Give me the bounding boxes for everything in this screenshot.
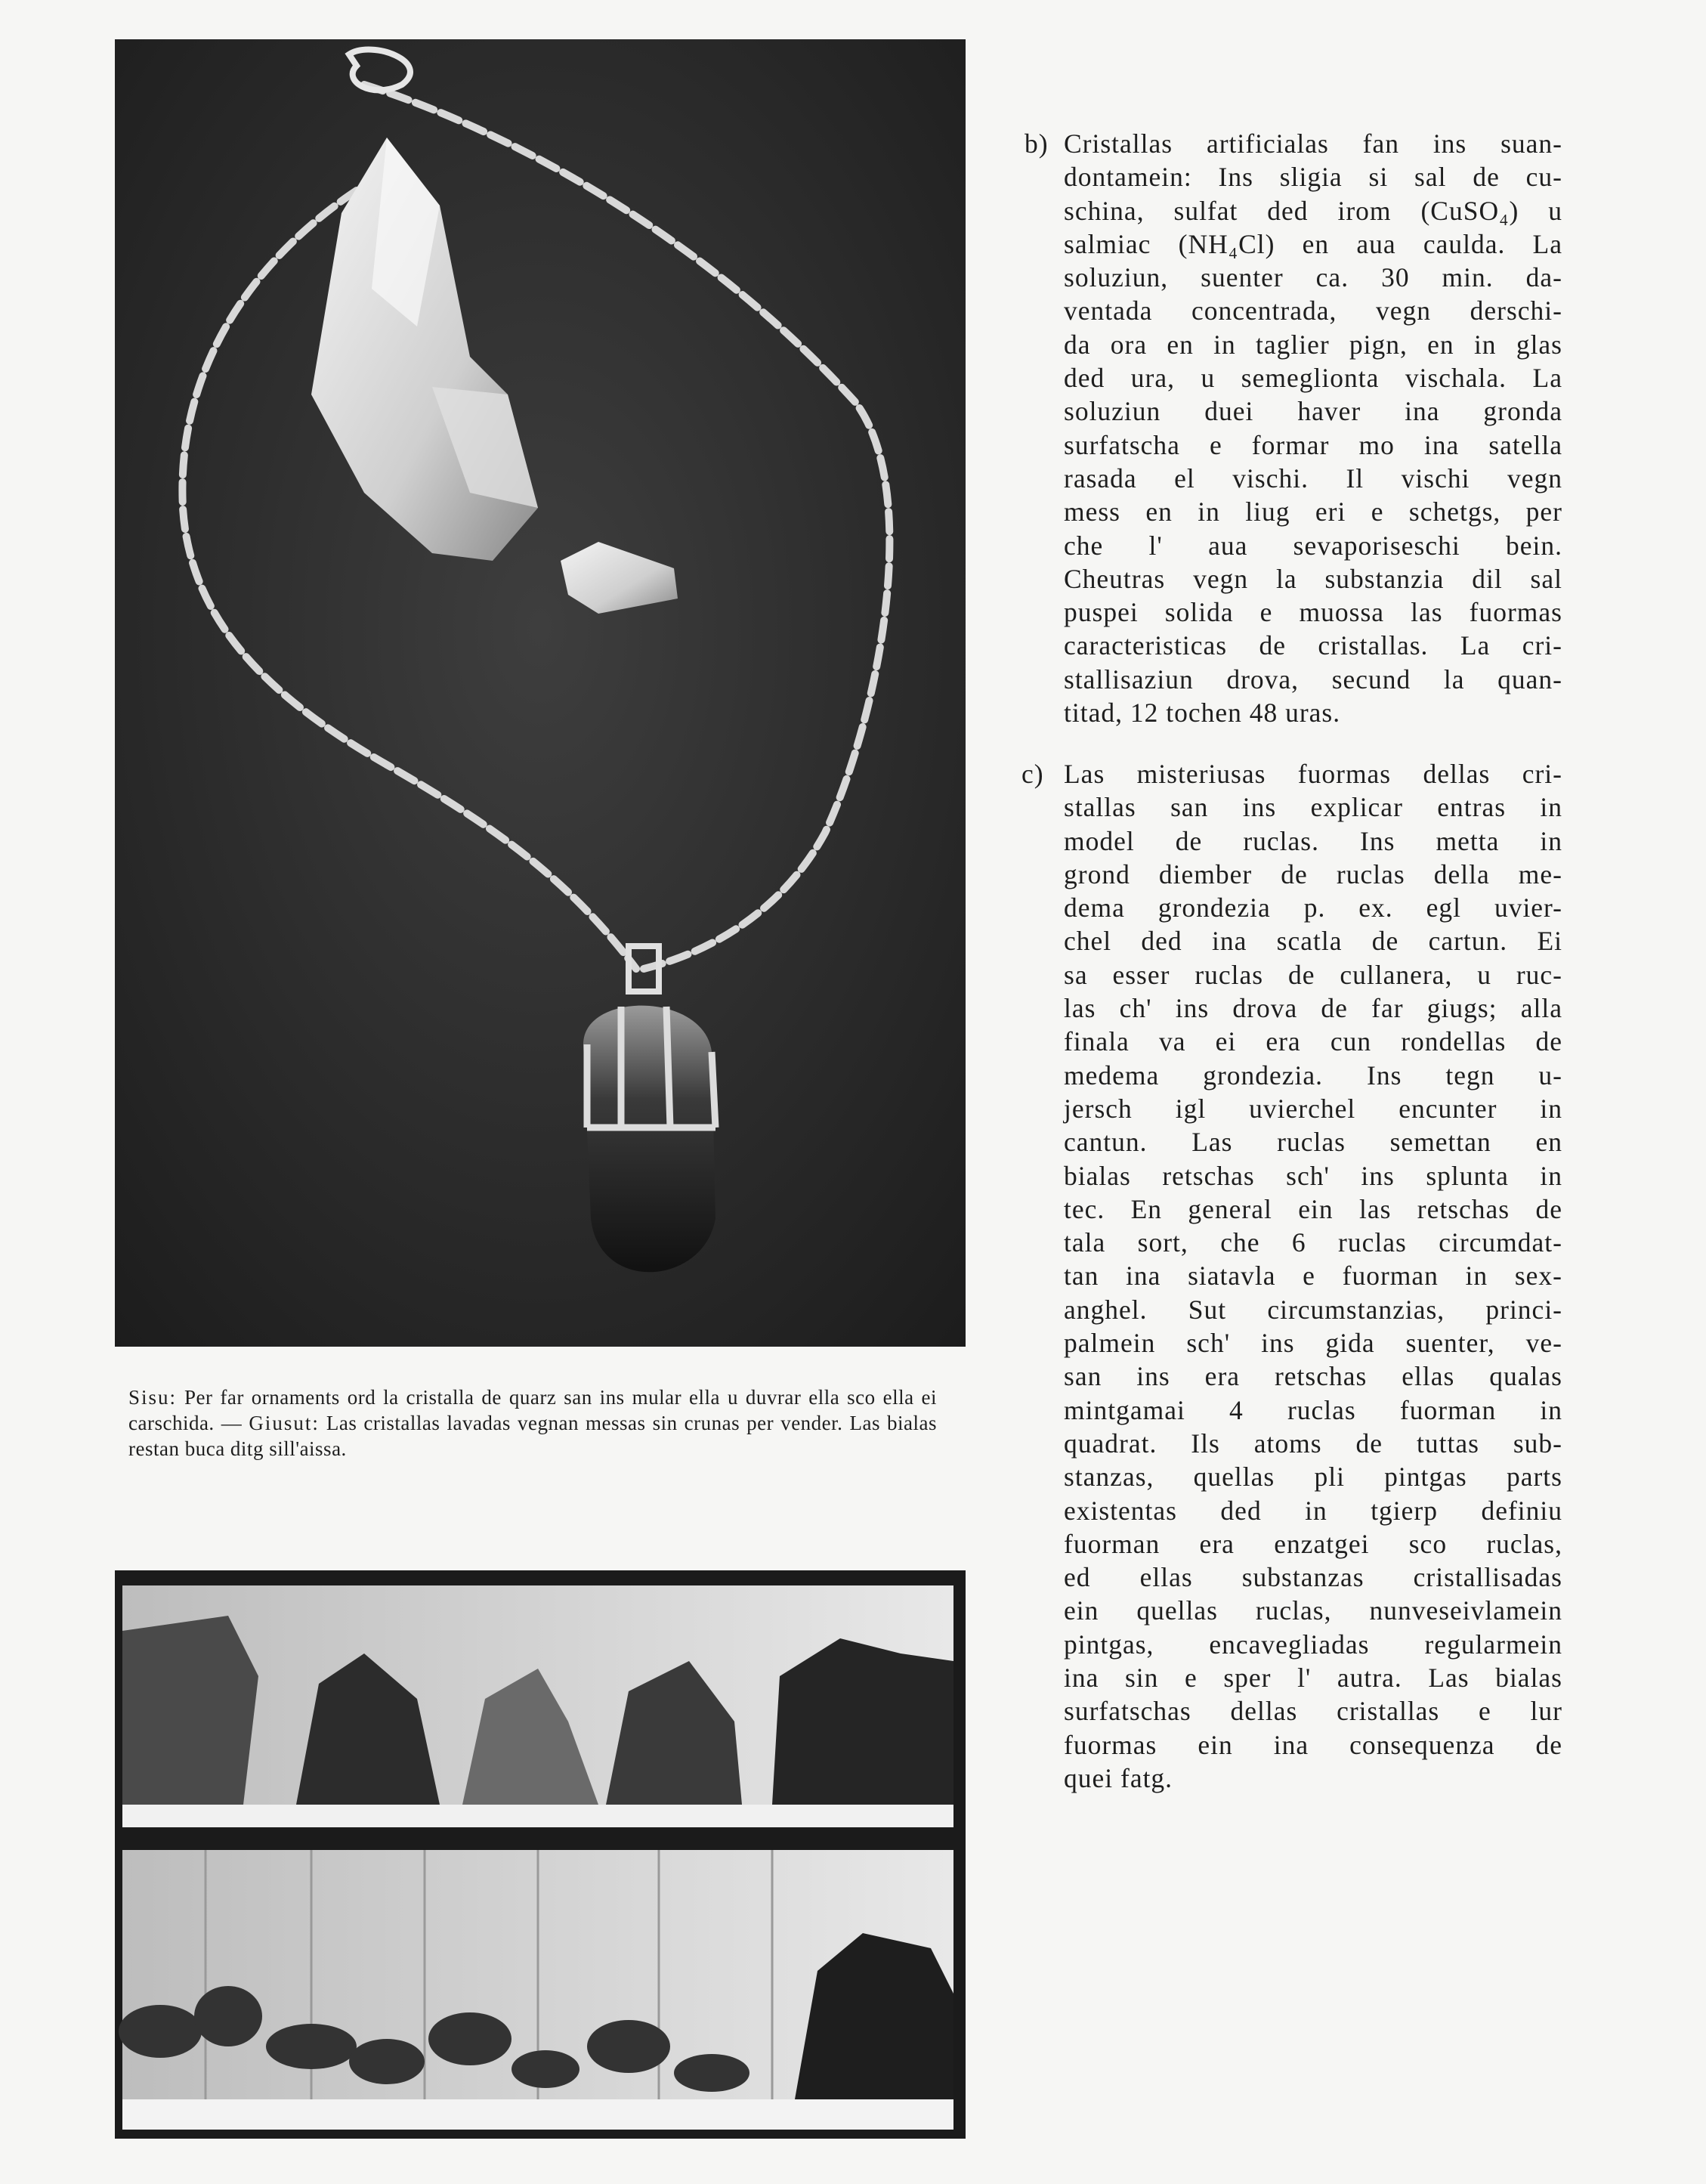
paragraph-c-line: stallas san ins explicar entras in (1064, 792, 1562, 823)
crystal-necklace-illustration (115, 39, 966, 1347)
crystal-necklace-photo (115, 39, 966, 1347)
paragraph-b-line: stallisaziun drova, secund la quan- (1064, 664, 1562, 694)
paragraph-c-line: tec. En general ein las retschas de (1064, 1193, 1562, 1224)
paragraph-b-line: da ora en in taglier pign, en in glas (1064, 329, 1562, 360)
crystal-shelves-illustration (115, 1570, 966, 2139)
paragraph-b-line: che l' aua sevaporiseschi bein. (1064, 530, 1562, 561)
paragraph-b-line: surfatscha e formar mo ina satella (1064, 429, 1562, 460)
paragraph-c-line: pintgas, encavegliadas regularmein (1064, 1629, 1562, 1660)
paragraph-c-line: quei fatg. (1064, 1762, 1173, 1793)
paragraph-c-line: mintgamai 4 ruclas fuorman in (1064, 1394, 1562, 1425)
paragraph-b-line: caracteristicas de cristallas. La cri- (1064, 630, 1562, 661)
paragraph-b-line: soluziun, suenter ca. 30 min. da- (1064, 262, 1562, 293)
caption-giusut-text: Las cristallas lavadas vegnan messas sin crunas per vender. Las bialas restan buca ditg sill'aissa. (128, 1412, 938, 1460)
paragraph-c-line: quadrat. Ils atoms de tuttas sub- (1064, 1428, 1562, 1459)
paragraph-c-line: medema grondezia. Ins tegn u- (1064, 1060, 1562, 1090)
paragraph-c-line: ein quellas ruclas, nunveseivlamein (1064, 1595, 1562, 1626)
paragraph-c-line: Las misteriusas fuormas dellas cri- (1064, 759, 1562, 789)
photo-caption (128, 1384, 937, 1462)
paragraph-c-line: tala sort, che 6 ruclas circumdat- (1064, 1227, 1562, 1258)
caption-giusut-label: Giusut: (249, 1412, 320, 1434)
paragraph-c-line: sa esser ruclas de cullanera, u ruc- (1064, 959, 1562, 990)
paragraph-b-line: Cheutras vegn la substanzia dil sal (1064, 563, 1562, 594)
paragraph-b-line: schina, sulfat ded irom (CuSO₄) u (1064, 195, 1562, 226)
paragraph-c (1021, 757, 1562, 1795)
paragraph-b-line: Cristallas artificialas fan ins suan- (1064, 128, 1562, 159)
paragraph-c-line: ina sin e sper l' autra. Las bialas (1064, 1663, 1562, 1694)
paragraph-c-line: existentas ded in tgierp definiu (1064, 1495, 1562, 1526)
upper-shelf-board (122, 1805, 953, 1827)
paragraph-c-line: ed ellas substanzas cristallisadas (1064, 1562, 1562, 1593)
crystal-shelves-photo (115, 1570, 966, 2139)
paragraph-b-line: salmiac (NH₄Cl) en aua caulda. La (1064, 228, 1562, 259)
paragraph-c-line: stanzas, quellas pli pintgas parts (1064, 1462, 1562, 1493)
paragraph-c-line: las ch' ins drova de far giugs; alla (1064, 993, 1562, 1024)
paragraph-c-line: finala va ei era cun rondellas de (1064, 1026, 1562, 1057)
paragraph-b (1025, 127, 1562, 729)
paragraph-c-marker: c) (1021, 759, 1044, 789)
paragraph-c-line: palmein sch' ins gida suenter, ve- (1064, 1328, 1562, 1359)
lower-shelf-board (122, 2099, 953, 2130)
paragraph-c-line: tan ina siatavla e fuorman in sex- (1064, 1261, 1562, 1292)
paragraph-b-line: titad, 12 tochen 48 uras. (1064, 698, 1341, 729)
paragraph-b-line: ded ura, u semeglionta vischala. La (1064, 363, 1562, 394)
paragraph-b-line: puspei solida e muossa las fuormas (1064, 597, 1562, 628)
paragraph-c-line: fuormas ein ina consequenza de (1064, 1729, 1562, 1760)
paragraph-b-line: rasada el vischi. Il vischi vegn (1064, 462, 1562, 493)
paragraph-c-line: fuorman era enzatgei sco ruclas, (1064, 1528, 1562, 1559)
paragraph-b-line: mess en in liug eri e schetgs, per (1064, 497, 1562, 527)
paragraph-c-line: anghel. Sut circumstanzias, princi- (1064, 1294, 1562, 1325)
caption-sisu-label: Sisu: (128, 1386, 178, 1409)
upper-crystal-1 (122, 1616, 258, 1805)
paragraph-c-line: bialas retschas sch' ins splunta in (1064, 1160, 1562, 1191)
paragraph-c-line: grond diember de ruclas della me- (1064, 858, 1562, 889)
paragraph-b-line: dontamein: Ins sligia si sal de cu- (1064, 162, 1562, 193)
paragraph-c-line: dema grondezia p. ex. egl uvier- (1064, 892, 1562, 923)
paragraph-b-line: soluziun duei haver ina gronda (1064, 396, 1562, 427)
paragraph-b-marker: b) (1025, 128, 1049, 159)
paragraph-c-line: san ins era retschas ellas qualas (1064, 1361, 1562, 1392)
paragraph-c-line: surfatschas dellas cristallas e lur (1064, 1696, 1562, 1727)
paragraph-c-line: model de ruclas. Ins metta in (1064, 825, 1562, 856)
paragraph-c-line: cantun. Las ruclas semettan en (1064, 1127, 1562, 1158)
paragraph-c-line: jersch igl uvierchel encunter in (1064, 1093, 1562, 1124)
paragraph-b-line: ventada concentrada, vegn derschi- (1064, 295, 1562, 326)
paragraph-c-line: chel ded ina scatla de cartun. Ei (1064, 926, 1562, 957)
caption-sisu-text: Per far ornaments ord la cristalla de quarz san ins mular ella u duvrar ella sco ella ei carschida. — (128, 1386, 937, 1434)
